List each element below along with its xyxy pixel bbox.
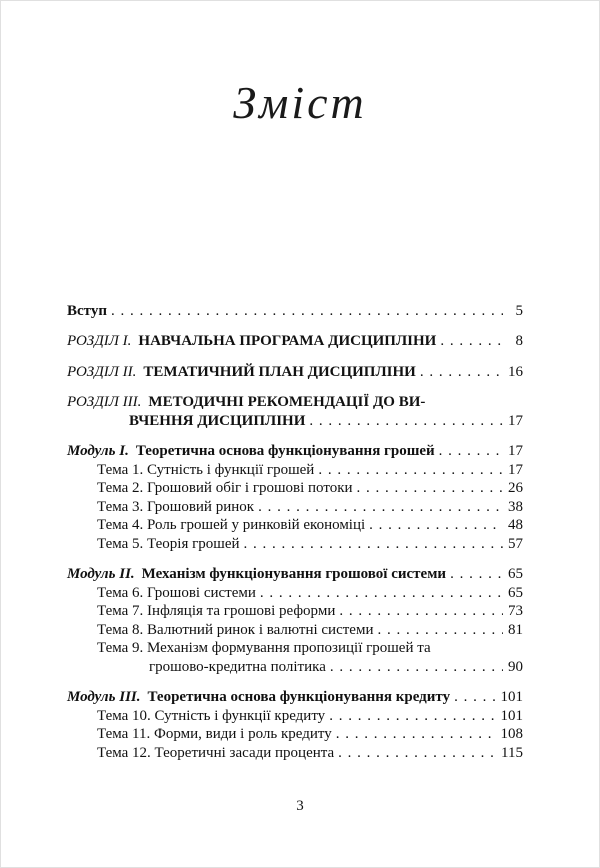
toc-entry-prefix: РОЗДІЛ ІІІ. <box>67 394 142 411</box>
toc-entry-text: Тема 6. Грошові системи <box>97 584 256 601</box>
toc-entry-tema-12 <box>67 744 523 763</box>
toc-page-number: 115 <box>501 744 523 761</box>
toc-entry-text: Тема 2. Грошовий обіг і грошові потоки <box>97 480 353 497</box>
toc-entry-text: Тема 1. Сутність і функції грошей <box>97 461 315 478</box>
toc-entry-text: Тема 10. Сутність і функції кредиту <box>97 707 326 724</box>
toc-entry-modul-2 <box>67 565 523 584</box>
toc-entry-prefix: Модуль ІІІ. <box>67 689 141 706</box>
toc-page-number: 65 <box>508 584 523 601</box>
toc-entry-tema-8 <box>67 621 523 640</box>
toc-entry-tema-10 <box>67 707 523 726</box>
dot-leader <box>260 584 503 603</box>
toc-entry-line <box>67 393 523 412</box>
toc-page-number: 101 <box>500 689 523 706</box>
toc-entry-title: ТЕМАТИЧНИЙ ПЛАН ДИСЦИПЛІНИ <box>143 363 416 380</box>
folio-page-number: 3 <box>296 798 304 814</box>
toc-entry-text: Тема 4. Роль грошей у ринковій економіці <box>97 517 366 534</box>
toc-entry-prefix: РОЗДІЛ ІІ. <box>67 363 137 380</box>
toc-entry-modul-3 <box>67 688 523 707</box>
toc-entry-text: Вступ <box>67 302 107 319</box>
toc-entry-prefix: РОЗДІЛ І. <box>67 333 132 350</box>
toc-entry-tema-4 <box>67 516 523 535</box>
toc-page-number: 17 <box>508 443 523 460</box>
dot-leader <box>439 442 503 461</box>
toc-entry-tema-3 <box>67 498 523 517</box>
toc-page-number: 57 <box>508 535 523 552</box>
toc-entry-title: Теоретична основа функціонування кредиту <box>147 689 451 706</box>
toc-entry-title-continued: ВЧЕННЯ ДИСЦИПЛІНИ <box>129 412 306 429</box>
dot-leader <box>454 688 496 707</box>
toc-page-number: 17 <box>508 412 523 429</box>
dot-leader <box>258 498 503 517</box>
dot-leader <box>450 565 503 584</box>
toc-entry-tema-7 <box>67 602 523 621</box>
dot-leader <box>420 363 503 382</box>
toc-page-number: 8 <box>515 333 523 350</box>
toc-entry-vstup <box>67 302 523 321</box>
toc-entry-text: Тема 9. Механізм формування пропозиції грошей та <box>97 640 431 657</box>
toc-entry-modul-1 <box>67 442 523 461</box>
toc-entry-title: Механізм функціонування грошової системи <box>141 566 447 583</box>
dot-leader <box>336 725 497 744</box>
dot-leader <box>377 621 503 640</box>
dot-leader <box>339 602 503 621</box>
toc-entry-tema-9 <box>67 639 523 676</box>
toc-entry-line <box>67 658 523 677</box>
dot-leader <box>357 479 503 498</box>
dot-leader <box>338 744 497 763</box>
toc-entry-text: Тема 7. Інфляція та грошові реформи <box>97 603 336 620</box>
table-of-contents <box>67 302 523 763</box>
dot-leader <box>318 461 503 480</box>
toc-entry-text: Тема 11. Форми, види і роль кредиту <box>97 726 332 743</box>
dot-leader <box>309 412 503 431</box>
page-title: Зміст <box>233 77 367 128</box>
toc-page-number: 65 <box>508 566 523 583</box>
toc-entry-line <box>67 412 523 431</box>
toc-entry-line <box>67 639 523 658</box>
toc-entry-rozdil-2 <box>67 363 523 382</box>
toc-entry-tema-5 <box>67 535 523 554</box>
toc-page-number: 16 <box>508 363 523 380</box>
toc-page-number: 73 <box>508 603 523 620</box>
toc-entry-text-continued: грошово-кредитна політика <box>149 658 326 675</box>
toc-entry-text: Тема 5. Теорія грошей <box>97 535 240 552</box>
toc-page-number: 90 <box>508 658 523 675</box>
dot-leader <box>111 302 503 321</box>
toc-entry-text: Тема 8. Валютний ринок і валютні системи <box>97 621 374 638</box>
toc-entry-tema-2 <box>67 479 523 498</box>
dot-leader <box>330 658 503 677</box>
toc-entry-prefix: Модуль І. <box>67 443 129 460</box>
toc-page-number: 26 <box>508 480 523 497</box>
dot-leader <box>440 332 503 351</box>
toc-page-number: 48 <box>508 517 523 534</box>
toc-entry-title: МЕТОДИЧНІ РЕКОМЕНДАЦІЇ ДО ВИ- <box>148 394 426 411</box>
dot-leader <box>369 516 503 535</box>
toc-entry-prefix: Модуль ІІ. <box>67 566 135 583</box>
toc-entry-text: Тема 3. Грошовий ринок <box>97 498 255 515</box>
dot-leader <box>329 707 496 726</box>
toc-page-number: 108 <box>500 726 523 743</box>
toc-page-number: 81 <box>508 621 523 638</box>
toc-entry-rozdil-1 <box>67 332 523 351</box>
toc-page-number: 5 <box>515 302 523 319</box>
toc-entry-tema-11 <box>67 725 523 744</box>
toc-entry-text: Тема 12. Теоретичні засади процента <box>97 744 335 761</box>
toc-page-number: 101 <box>500 707 523 724</box>
toc-entry-tema-1 <box>67 461 523 480</box>
dot-leader <box>244 535 504 554</box>
toc-page-number: 38 <box>508 498 523 515</box>
toc-entry-title: Теоретична основа функціонування грошей <box>135 443 435 460</box>
toc-entry-title: НАВЧАЛЬНА ПРОГРАМА ДИСЦИПЛІНИ <box>138 333 437 350</box>
toc-entry-tema-6 <box>67 584 523 603</box>
toc-entry-rozdil-3 <box>67 393 523 430</box>
toc-page-number: 17 <box>508 461 523 478</box>
